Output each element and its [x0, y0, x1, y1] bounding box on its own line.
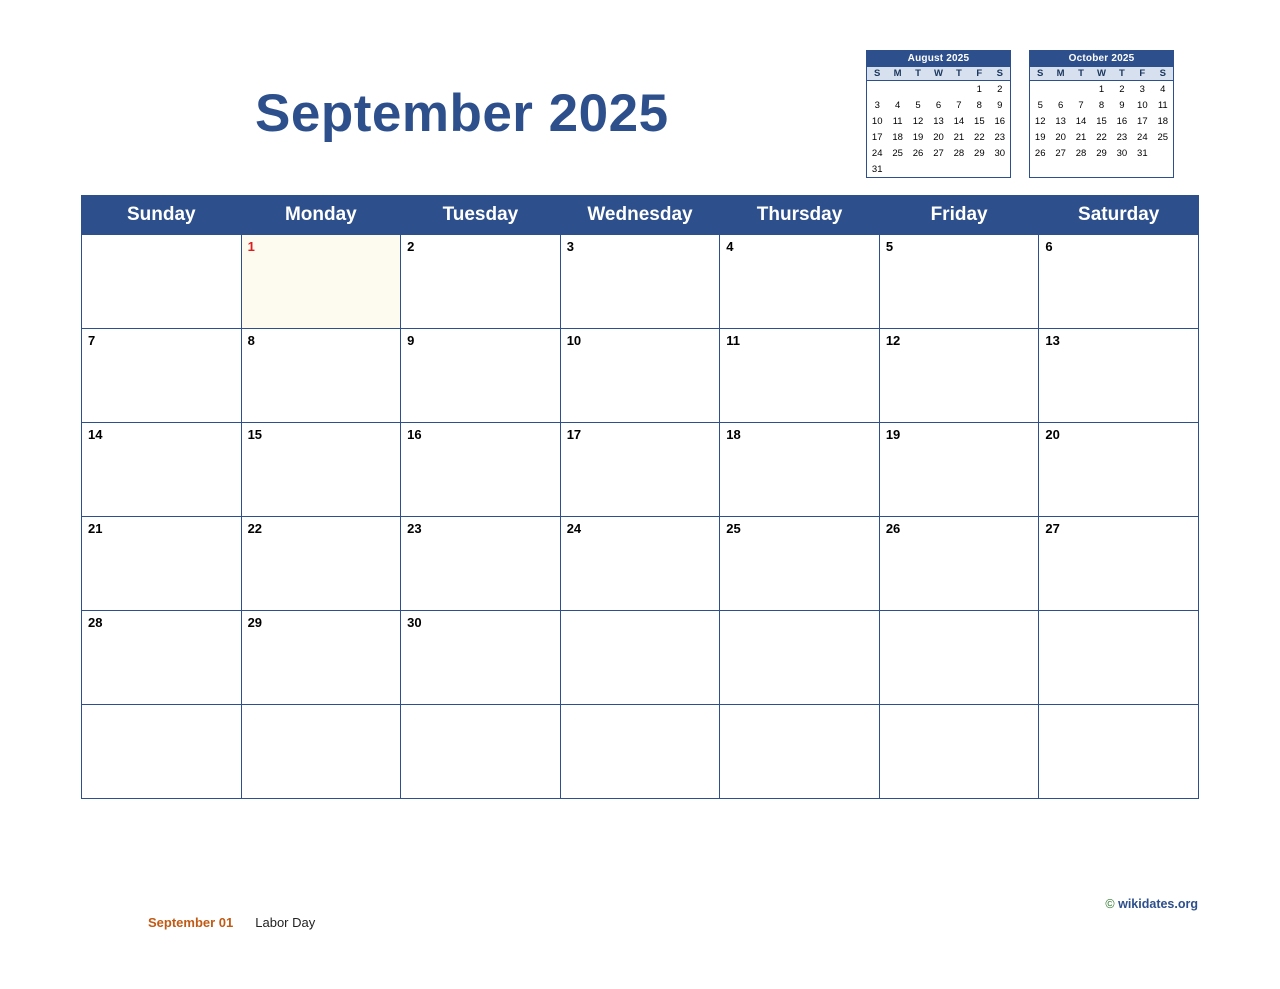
mini-day	[1050, 81, 1070, 98]
day-cell[interactable]	[82, 329, 242, 423]
mini-day: 9	[1119, 99, 1125, 111]
day-number: 19	[885, 427, 901, 442]
holiday-legend	[148, 915, 315, 930]
mini-day	[1030, 161, 1050, 177]
mini-day: 7	[1078, 99, 1084, 111]
mini-weekday: S	[990, 67, 1010, 81]
day-cell[interactable]	[401, 329, 561, 423]
mini-day: 23	[1116, 131, 1128, 143]
mini-calendar-week	[1030, 129, 1173, 145]
day-number: 30	[407, 615, 422, 630]
mini-day: 14	[1075, 115, 1087, 127]
mini-day: 16	[994, 115, 1006, 127]
mini-weekday: S	[867, 67, 887, 81]
mini-day: 13	[933, 115, 944, 127]
mini-day: 3	[1139, 83, 1145, 95]
day-number: 6	[1045, 239, 1053, 254]
mini-day: 6	[1057, 99, 1064, 111]
weekday-header-saturday: Saturday	[1039, 196, 1199, 235]
mini-day: 8	[1098, 99, 1105, 111]
mini-day: 9	[997, 99, 1003, 111]
weekday-header-sunday: Sunday	[82, 196, 242, 235]
day-cell[interactable]	[720, 329, 880, 423]
mini-day: 14	[953, 115, 965, 127]
credit-line	[1105, 897, 1198, 911]
mini-calendar-grid	[1030, 67, 1173, 177]
day-cell[interactable]	[241, 329, 401, 423]
weekday-header-monday: Monday	[241, 196, 401, 235]
mini-day: 6	[935, 99, 942, 111]
mini-weekday: W	[1091, 67, 1111, 81]
mini-day: 25	[892, 147, 903, 159]
day-cell[interactable]	[401, 705, 561, 799]
day-cell[interactable]	[720, 611, 880, 705]
day-number: 3	[566, 239, 574, 254]
mini-day: 24	[871, 147, 883, 159]
holiday-date: September 01	[148, 915, 234, 930]
mini-day: 28	[953, 147, 965, 159]
mini-day: 19	[1034, 131, 1046, 143]
calendar-grid	[81, 195, 1199, 799]
day-number: 17	[566, 427, 582, 442]
mini-weekday: W	[928, 67, 948, 81]
mini-day: 10	[1137, 99, 1148, 111]
mini-weekday: F	[969, 67, 989, 81]
mini-calendar-week	[1030, 161, 1173, 177]
mini-day: 27	[933, 147, 944, 159]
mini-day	[887, 161, 907, 177]
credit-site[interactable]: wikidates.org	[1118, 897, 1198, 911]
mini-weekday: T	[908, 67, 928, 81]
mini-calendar-week	[867, 81, 1010, 98]
mini-day: 11	[1157, 99, 1168, 111]
day-number: 15	[247, 427, 263, 442]
day-number: 12	[885, 333, 901, 348]
calendar-week-row	[82, 329, 1199, 423]
day-cell[interactable]	[720, 705, 880, 799]
day-number: 23	[407, 521, 422, 536]
mini-day: 24	[1137, 131, 1148, 143]
mini-day	[887, 81, 907, 98]
mini-day: 25	[1157, 131, 1169, 143]
day-cell[interactable]	[720, 235, 880, 329]
mini-day: 5	[915, 99, 921, 111]
day-number: 25	[726, 521, 741, 536]
mini-calendar-grid	[867, 67, 1010, 177]
day-number: 16	[407, 427, 422, 442]
mini-day: 21	[1075, 131, 1087, 143]
mini-day: 26	[912, 147, 924, 159]
mini-weekday: M	[1050, 67, 1070, 81]
day-cell[interactable]	[1039, 235, 1199, 329]
day-number: 20	[1045, 427, 1060, 442]
day-cell[interactable]	[241, 423, 401, 517]
mini-weekday: S	[1030, 67, 1050, 81]
day-number: 22	[247, 521, 263, 536]
mini-day	[1050, 161, 1070, 177]
calendar-week-row	[82, 235, 1199, 329]
day-number: 11	[726, 333, 740, 348]
mini-day: 4	[1160, 83, 1166, 95]
day-number: 2	[407, 239, 415, 254]
day-cell[interactable]	[879, 705, 1039, 799]
mini-day: 12	[912, 115, 924, 127]
day-cell[interactable]	[720, 517, 880, 611]
mini-day	[1112, 161, 1132, 177]
mini-day: 20	[933, 131, 944, 143]
day-cell[interactable]	[401, 611, 561, 705]
day-cell[interactable]	[720, 423, 880, 517]
day-cell[interactable]	[560, 235, 720, 329]
mini-calendar-week	[1030, 113, 1173, 129]
mini-weekday: T	[1112, 67, 1132, 81]
mini-calendar-week	[867, 97, 1010, 113]
day-number: 21	[88, 521, 103, 536]
mini-calendar-next-month	[1029, 50, 1174, 178]
mini-day: 2	[1119, 83, 1125, 95]
day-cell[interactable]	[241, 611, 401, 705]
mini-day: 15	[1096, 115, 1107, 127]
mini-day: 3	[874, 99, 880, 111]
mini-day	[1030, 81, 1050, 98]
mini-day: 16	[1116, 115, 1128, 127]
day-cell[interactable]	[879, 329, 1039, 423]
mini-day: 11	[892, 115, 903, 127]
day-number: 5	[885, 239, 894, 254]
day-cell[interactable]	[1039, 611, 1199, 705]
page-title: September 2025	[255, 84, 669, 143]
mini-day	[1153, 161, 1173, 177]
mini-day	[949, 81, 969, 98]
weekday-header-wednesday: Wednesday	[560, 196, 720, 235]
day-cell[interactable]	[560, 517, 720, 611]
mini-day: 13	[1055, 115, 1066, 127]
mini-day: 20	[1055, 131, 1066, 143]
mini-day: 30	[1116, 147, 1128, 159]
day-number: 1	[247, 239, 255, 254]
mini-calendar-weekday-row	[867, 67, 1010, 81]
day-cell[interactable]	[879, 517, 1039, 611]
mini-weekday: F	[1132, 67, 1152, 81]
mini-day: 19	[912, 131, 924, 143]
day-number: 29	[247, 615, 263, 630]
mini-day	[908, 161, 928, 177]
mini-day: 17	[871, 131, 883, 143]
mini-weekday: M	[887, 67, 907, 81]
day-cell[interactable]	[1039, 329, 1199, 423]
mini-calendar-previous-month	[866, 50, 1011, 178]
mini-day: 12	[1034, 115, 1046, 127]
mini-day: 1	[1098, 83, 1105, 95]
day-number: 8	[247, 333, 255, 348]
weekday-header-friday: Friday	[879, 196, 1039, 235]
mini-calendar-week	[867, 113, 1010, 129]
mini-day	[928, 161, 948, 177]
mini-day: 18	[892, 131, 903, 143]
mini-day	[1091, 161, 1111, 177]
mini-day	[1153, 145, 1173, 161]
mini-day: 1	[976, 83, 982, 95]
day-cell-holiday[interactable]	[241, 235, 401, 329]
mini-day	[867, 81, 887, 98]
calendar-week-row	[82, 517, 1199, 611]
mini-day: 2	[997, 83, 1003, 95]
mini-day: 10	[871, 115, 883, 127]
calendar-week-row	[82, 705, 1199, 799]
day-cell[interactable]	[1039, 705, 1199, 799]
day-number: 4	[726, 239, 734, 254]
day-number: 10	[566, 333, 582, 348]
day-number: 13	[1045, 333, 1060, 348]
mini-day	[928, 81, 948, 98]
day-number: 18	[726, 427, 741, 442]
day-cell[interactable]	[82, 423, 242, 517]
mini-day: 4	[894, 99, 901, 111]
mini-day: 7	[956, 99, 962, 111]
mini-calendar-week	[1030, 97, 1173, 113]
mini-calendar-title: October 2025	[1030, 51, 1173, 67]
day-cell[interactable]	[401, 235, 561, 329]
mini-day	[1071, 81, 1091, 98]
mini-day: 31	[1137, 147, 1148, 159]
mini-day: 18	[1157, 115, 1169, 127]
mini-calendar-weekday-row	[1030, 67, 1173, 81]
day-number: 9	[407, 333, 415, 348]
day-cell[interactable]	[1039, 517, 1199, 611]
mini-day: 31	[871, 163, 883, 175]
mini-calendars	[866, 50, 1198, 178]
mini-weekday: T	[1071, 67, 1091, 81]
day-cell[interactable]	[1039, 423, 1199, 517]
day-cell[interactable]	[82, 705, 242, 799]
mini-day: 8	[976, 99, 982, 111]
calendar-week-row	[82, 423, 1199, 517]
mini-day	[908, 81, 928, 98]
mini-weekday: T	[949, 67, 969, 81]
day-number: 7	[88, 333, 96, 348]
mini-day: 23	[994, 131, 1006, 143]
weekday-header-row	[82, 196, 1199, 235]
day-cell[interactable]	[879, 235, 1039, 329]
mini-calendar-week	[867, 161, 1010, 177]
mini-day: 22	[1096, 131, 1107, 143]
mini-day: 15	[974, 115, 985, 127]
mini-day: 27	[1055, 147, 1066, 159]
day-cell[interactable]	[401, 517, 561, 611]
day-cell[interactable]	[82, 611, 242, 705]
day-cell[interactable]	[560, 705, 720, 799]
day-cell[interactable]	[82, 517, 242, 611]
day-number: 26	[885, 521, 901, 536]
day-number: 24	[566, 521, 582, 536]
mini-day	[969, 161, 989, 177]
mini-day	[1132, 161, 1152, 177]
mini-calendar-week	[1030, 81, 1173, 98]
day-cell[interactable]	[560, 329, 720, 423]
mini-day: 22	[974, 131, 985, 143]
day-number: 27	[1045, 521, 1060, 536]
mini-calendar-week	[1030, 145, 1173, 161]
weekday-header-thursday: Thursday	[720, 196, 880, 235]
holiday-name: Labor Day	[255, 915, 316, 930]
mini-day: 5	[1037, 99, 1043, 111]
mini-day: 29	[974, 147, 985, 159]
day-cell[interactable]	[241, 705, 401, 799]
day-cell[interactable]	[879, 611, 1039, 705]
mini-day: 30	[994, 147, 1006, 159]
mini-day	[1071, 161, 1091, 177]
mini-calendar-week	[867, 145, 1010, 161]
day-cell[interactable]	[241, 517, 401, 611]
weekday-header-tuesday: Tuesday	[401, 196, 561, 235]
mini-day: 28	[1075, 147, 1087, 159]
mini-day: 17	[1137, 115, 1148, 127]
day-cell[interactable]	[879, 423, 1039, 517]
mini-day	[949, 161, 969, 177]
mini-weekday: S	[1153, 67, 1173, 81]
day-cell[interactable]	[82, 235, 242, 329]
day-cell[interactable]	[560, 611, 720, 705]
day-cell[interactable]	[560, 423, 720, 517]
calendar-week-row	[82, 611, 1199, 705]
mini-day: 26	[1034, 147, 1046, 159]
mini-day	[990, 161, 1010, 177]
mini-day: 29	[1096, 147, 1107, 159]
mini-day: 21	[953, 131, 965, 143]
day-number: 14	[88, 427, 103, 442]
mini-calendar-week	[867, 129, 1010, 145]
copyright-icon: ©	[1105, 897, 1115, 911]
day-number: 28	[88, 615, 103, 630]
day-cell[interactable]	[401, 423, 561, 517]
mini-calendar-title: August 2025	[867, 51, 1010, 67]
